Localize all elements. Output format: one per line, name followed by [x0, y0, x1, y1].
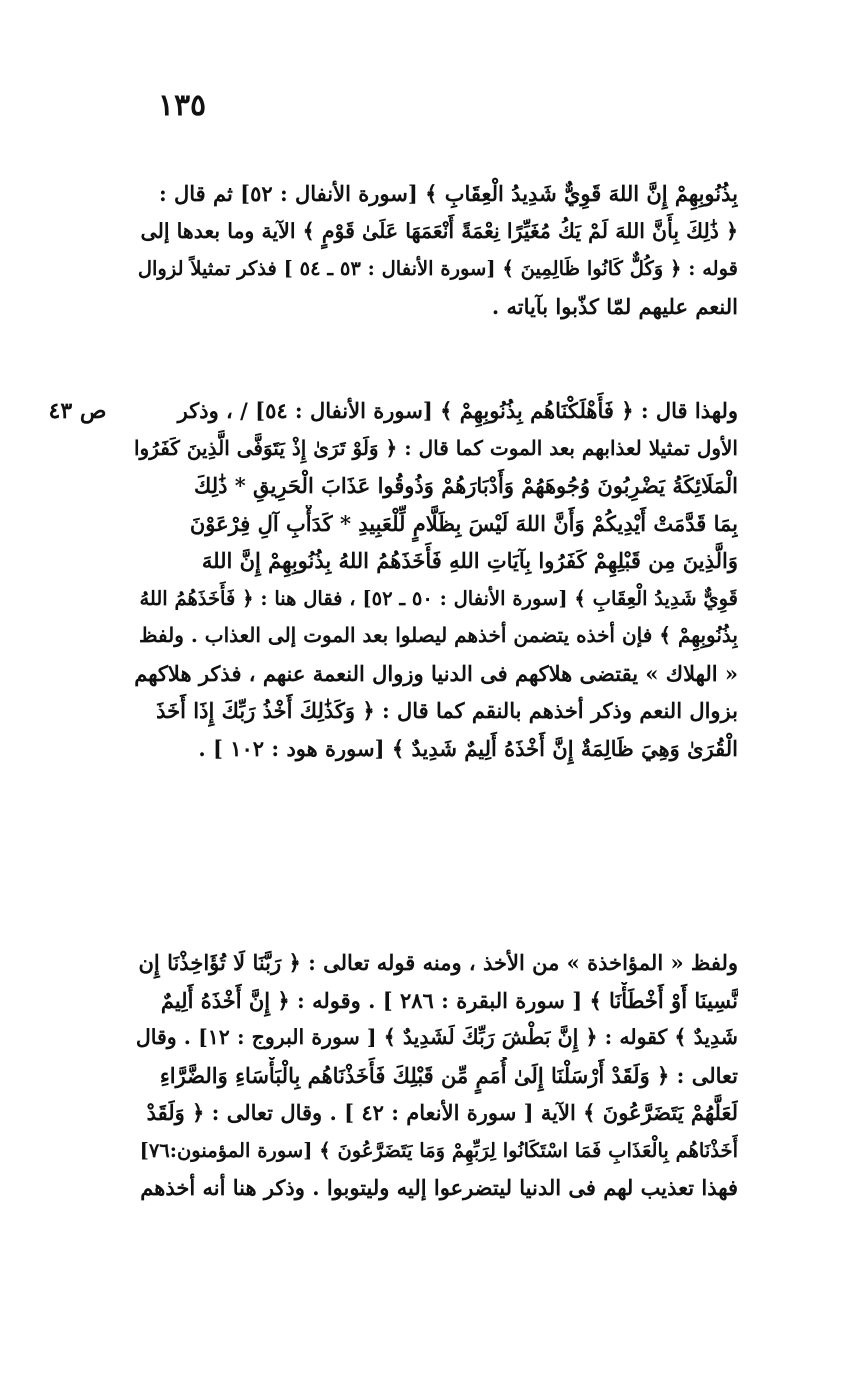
text-line: الْمَلَائِكَةُ يَضْرِبُونَ وُجُوهَهُمْ وَأَدْبَارَهُمْ وَذُوقُوا عَذَابَ الْحَرِيقِ * ذَٰلِكَ [194, 473, 738, 498]
paragraph-1 [128, 175, 738, 325]
text-line: بِذُنُوبِهِمْ ﴾ فإن أخذه يتضمن أخذهم ليصلوا بعد الموت إلى العذاب . ولفظ [139, 623, 738, 647]
text-line: لَعَلَّهُمْ يَتَضَرَّعُونَ ﴾ الآية [ سورة الأنعام : ٤٢ ] . وقال تعالى : ﴿ وَلَقَدْ [146, 1100, 738, 1125]
text-line: قوله : ﴿ وَكُلٌّ كَانُوا ظَالِمِينَ ﴾ [سورة الأنفال : ٥٣ ـ ٥٤ ] فذكر تمثيلاً لزوال [137, 257, 738, 280]
paragraph-2 [128, 392, 738, 767]
text-line: بِذُنُوبِهِمْ إِنَّ اللهَ قَوِيٌّ شَدِيدُ الْعِقَابِ ﴾ [سورة الأنفال : ٥٢] ثم قال : [158, 181, 738, 206]
paragraph-3 [128, 944, 738, 1207]
text-line: نَّسِينَا أَوْ أَخْطَأْنَا ﴾ [ سورة البقرة : ٢٨٦ ] . وقوله : ﴿ إِنَّ أَخْذَهُ أَلِيمٌ [160, 987, 738, 1013]
text-line: بِمَا قَدَّمَتْ أَيْدِيكُمْ وَأَنَّ اللهَ لَيْسَ بِظَلَّامٍ لِّلْعَبِيدِ * كَدَأْبِ آلِ فِرْعَوْنَ [189, 510, 738, 536]
text-line: ولفظ « المؤاخذة » من الأخذ ، ومنه قوله تعالى : ﴿ رَبَّنَا لَا تُؤَاخِذْنَا إِن [138, 950, 738, 975]
text-line: ولهذا قال : ﴿ فَأَهْلَكْنَاهُم بِذُنُوبِهِمْ ﴾ [سورة الأنفال : ٥٤] / ، وذكر [177, 398, 738, 423]
page-number: ١٣٥ [157, 88, 207, 123]
text-line: وَالَّذِينَ مِن قَبْلِهِمْ كَفَرُوا بِآيَاتِ اللهِ فَأَخَذَهُمُ اللهُ بِذُنُوبِهِمْ إِنَّ اللهَ [201, 548, 738, 573]
margin-note: ص ٤٣ [48, 398, 107, 424]
text-line: الْقُرَىٰ وَهِيَ ظَالِمَةٌ إِنَّ أَخْذَهُ أَلِيمٌ شَدِيدٌ ﴾ [سورة هود : ١٠٢ ] . [198, 735, 738, 761]
text-line: أَخَذْنَاهُم بِالْعَذَابِ فَمَا اسْتَكَانُوا لِرَبِّهِمْ وَمَا يَتَضَرَّعُونَ ﴾ [سورة المؤمنون:٧٦] [139, 1138, 738, 1162]
text-line: شَدِيدٌ ﴾ كقوله : ﴿ إِنَّ بَطْشَ رَبِّكَ لَشَدِيدٌ ﴾ [ سورة البروج : ١٢] . وقال [135, 1025, 738, 1049]
text-line: بزوال النعم وذكر أخذهم بالنقم كما قال : ﴿ وَكَذَٰلِكَ أَخْذُ رَبِّكَ إِذَا أَخَذَ [156, 698, 738, 723]
text-line: ﴿ ذَٰلِكَ بِأَنَّ اللهَ لَمْ يَكُ مُغَيِّرًا نِعْمَةً أَنْعَمَهَا عَلَىٰ قَوْمٍ ﴾ الآية وما بعدها إلى [140, 218, 738, 243]
text-line: النعم عليهم لمّا كذّبوا بآياته . [491, 293, 738, 319]
text-line: قَوِيٌّ شَدِيدُ الْعِقَابِ ﴾ [سورة الأنفال : ٥٠ ـ ٥٢] ، فقال هنا : ﴿ فَأَخَذَهُمُ اللهُ [139, 586, 738, 610]
text-line: فهذا تعذيب لهم فى الدنيا ليتضرعوا إليه وليتوبوا . وذكر هنا أنه أخذهم [140, 1175, 738, 1200]
text-line: الأول تمثيلا لعذابهم بعد الموت كما قال : ﴿ وَلَوْ تَرَىٰ إِذْ يَتَوَفَّى الَّذِينَ كَفَرُوا [133, 435, 738, 460]
text-line: « الهلاك » يقتضى هلاكهم فى الدنيا وزوال النعمة عنهم ، فذكر هلاكهم [134, 660, 738, 686]
text-line: تعالى : ﴿ وَلَقَدْ أَرْسَلْنَا إِلَىٰ أُمَمٍ مِّن قَبْلِكَ فَأَخَذْنَاهُم بِالْبَأْسَاءِ وَالضَّرَّاءِ [159, 1062, 738, 1088]
